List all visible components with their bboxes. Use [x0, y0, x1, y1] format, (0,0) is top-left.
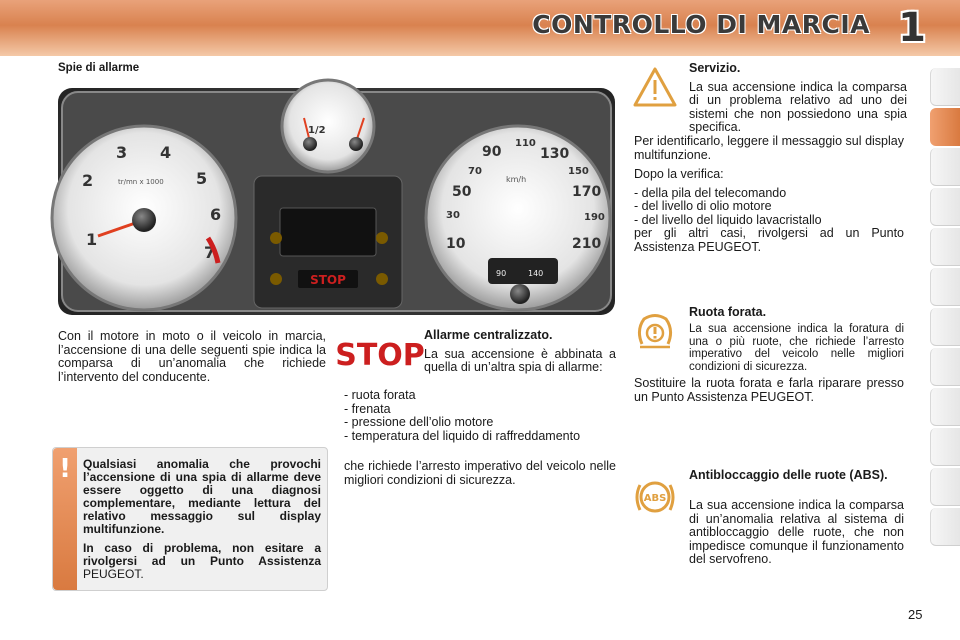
fuel-half-label: 1/2 [308, 125, 326, 136]
speed-tick-label: 130 [540, 146, 570, 162]
temp-tick-label: 140 [528, 269, 544, 278]
list-item: - del livello di olio motore [634, 199, 772, 213]
warning-note-text: Qualsiasi anomalia che provochi l’accensione di una spia di allarme deve essere oggetto di una diagnosi complementare, mediante lettura del relativo messaggio sul display multifunzione. [83, 457, 321, 536]
speed-tick-label: 10 [446, 236, 466, 252]
intro-paragraph: Con il motore in moto o il veicolo in marcia, l’accensione di una delle seguenti spie indica la comparsa di un’anomalia che richiede l’intervento del conducente. [58, 329, 326, 384]
list-item: - del livello del liquido lavacristallo [634, 212, 822, 227]
rpm-tick-label: 3 [116, 143, 128, 162]
warning-light-icon [376, 232, 388, 244]
instrument-cluster-image [58, 88, 615, 315]
rpm-needle-hub [132, 208, 156, 232]
central-alarm-tail: che richiede l’arresto imperativo del veicolo nelle migliori condizioni di sicurezza. [344, 459, 616, 487]
list-item: - pressione dell’olio motore [344, 415, 494, 429]
service-check: Dopo la verifica: [634, 167, 724, 181]
list-item: - della pila del telecomando [634, 185, 787, 200]
rpm-tick-label: 7 [204, 243, 216, 262]
warning-help-text: In caso di problema, non esitare a rivolgersi ad un Punto Assistenza [83, 541, 321, 568]
rpm-tick-label: 6 [210, 205, 222, 224]
chapter-tab[interactable] [930, 468, 960, 506]
service-warning-icon [632, 66, 678, 108]
multifunction-display [280, 208, 376, 256]
rpm-tick-label: 1 [86, 230, 98, 249]
central-alarm-body: La sua accensione è abbinata a quella di un’altra spia di allarme: [424, 346, 616, 374]
stop-icon [335, 336, 425, 373]
chapter-tab[interactable] [930, 388, 960, 426]
chapter-tab[interactable] [930, 68, 960, 106]
service-identify: Per identificarlo, leggere il messaggio sul display multifunzione. [634, 134, 904, 162]
rpm-unit-label: tr/mn x 1000 [118, 178, 164, 186]
chapter-number: 1 [898, 5, 926, 51]
list-item: - frenata [344, 401, 391, 416]
rpm-tick-label: 5 [196, 169, 208, 188]
warning-light-icon [376, 273, 388, 285]
temp-tick-label: 90 [496, 269, 507, 278]
speed-tick-label: 70 [468, 166, 482, 177]
service-body: La sua accensione indica la comparsa di un problema relativo ad uno dei sistemi che non possiedono una spia specifica. [689, 79, 907, 134]
abs-body: La sua accensione indica la comparsa di un’anomalia relativa al sistema di antibloccaggio delle ruote, che non impedisce comunque il funzionamento del servofreno. [689, 498, 904, 566]
abs-icon-label: ABS [643, 493, 667, 504]
list-item: - ruota forata [344, 388, 416, 402]
flat-tyre-title: Ruota forata. [689, 305, 767, 319]
speed-tick-label: 150 [568, 166, 589, 177]
warning-help-brand: PEUGEOT. [83, 567, 144, 581]
abs-block [689, 469, 907, 483]
chapter-tab[interactable] [930, 268, 960, 306]
exclamation-icon: ! [59, 454, 71, 484]
chapter-tab[interactable] [930, 428, 960, 466]
fuel-needle-hub [303, 137, 317, 151]
speed-unit-label: km/h [506, 175, 527, 184]
speed-tick-label: 210 [572, 236, 602, 252]
flat-tyre-details [634, 323, 904, 404]
speed-tick-label: 170 [572, 184, 602, 200]
chapter-tab[interactable] [930, 148, 960, 186]
service-title: Servizio. [689, 61, 741, 75]
speed-tick-label: 110 [515, 138, 536, 149]
instrument-cluster-drawing [58, 88, 615, 315]
stop-icon-label: STOP [335, 338, 425, 373]
central-alarm-list [344, 389, 616, 443]
service-list [634, 187, 904, 228]
chapter-tab[interactable] [930, 308, 960, 346]
warning-note-help [83, 542, 321, 581]
speed-tick-label: 190 [584, 212, 605, 223]
chapter-tab[interactable] [930, 188, 960, 226]
stop-warning-light: STOP [310, 273, 346, 287]
service-block [689, 62, 907, 135]
central-alarm-title: Allarme centralizzato. [424, 328, 553, 342]
warning-light-icon [270, 273, 282, 285]
speed-tick-label: 90 [482, 144, 502, 160]
service-tail: per gli altri casi, rivolgersi ad un Punto Assistenza PEUGEOT. [634, 226, 904, 254]
chapter-tab[interactable] [930, 228, 960, 266]
list-item: - temperatura del liquido di raffreddamento [344, 428, 581, 443]
oil-needle-hub [349, 137, 363, 151]
warning-note-box [52, 447, 328, 591]
section-title: Spie di allarme [58, 62, 140, 74]
chapter-tab[interactable] [930, 508, 960, 546]
chapter-tab-active[interactable] [930, 108, 960, 146]
flat-tyre-body: La sua accensione indica la foratura di una o più ruote, che richiede l’arresto imperativo del veicolo nelle migliori condizioni di sicurezza. [689, 323, 904, 373]
abs-title: Antibloccaggio delle ruote (ABS). [689, 468, 888, 482]
chapter-title: CONTROLLO DI MARCIA [532, 10, 870, 39]
temp-needle-hub [510, 284, 530, 304]
flat-tyre-tail: Sostituire la ruota forata e farla riparare presso un Punto Assistenza PEUGEOT. [634, 376, 904, 404]
rpm-tick-label: 2 [82, 171, 94, 190]
abs-details [634, 499, 904, 567]
page-number: 25 [908, 607, 923, 622]
speed-tick-label: 50 [452, 184, 472, 200]
rpm-tick-label: 4 [160, 143, 172, 162]
chapter-tab[interactable] [930, 348, 960, 386]
warning-bar [53, 448, 77, 590]
flat-tyre-block [689, 306, 907, 320]
warning-light-icon [270, 232, 282, 244]
fuel-gauge-dial [282, 80, 374, 172]
chapter-header [0, 0, 960, 56]
speed-tick-label: 30 [446, 210, 460, 221]
service-details [634, 135, 904, 254]
chapter-tabs [930, 68, 960, 573]
central-alarm-block [424, 329, 616, 375]
